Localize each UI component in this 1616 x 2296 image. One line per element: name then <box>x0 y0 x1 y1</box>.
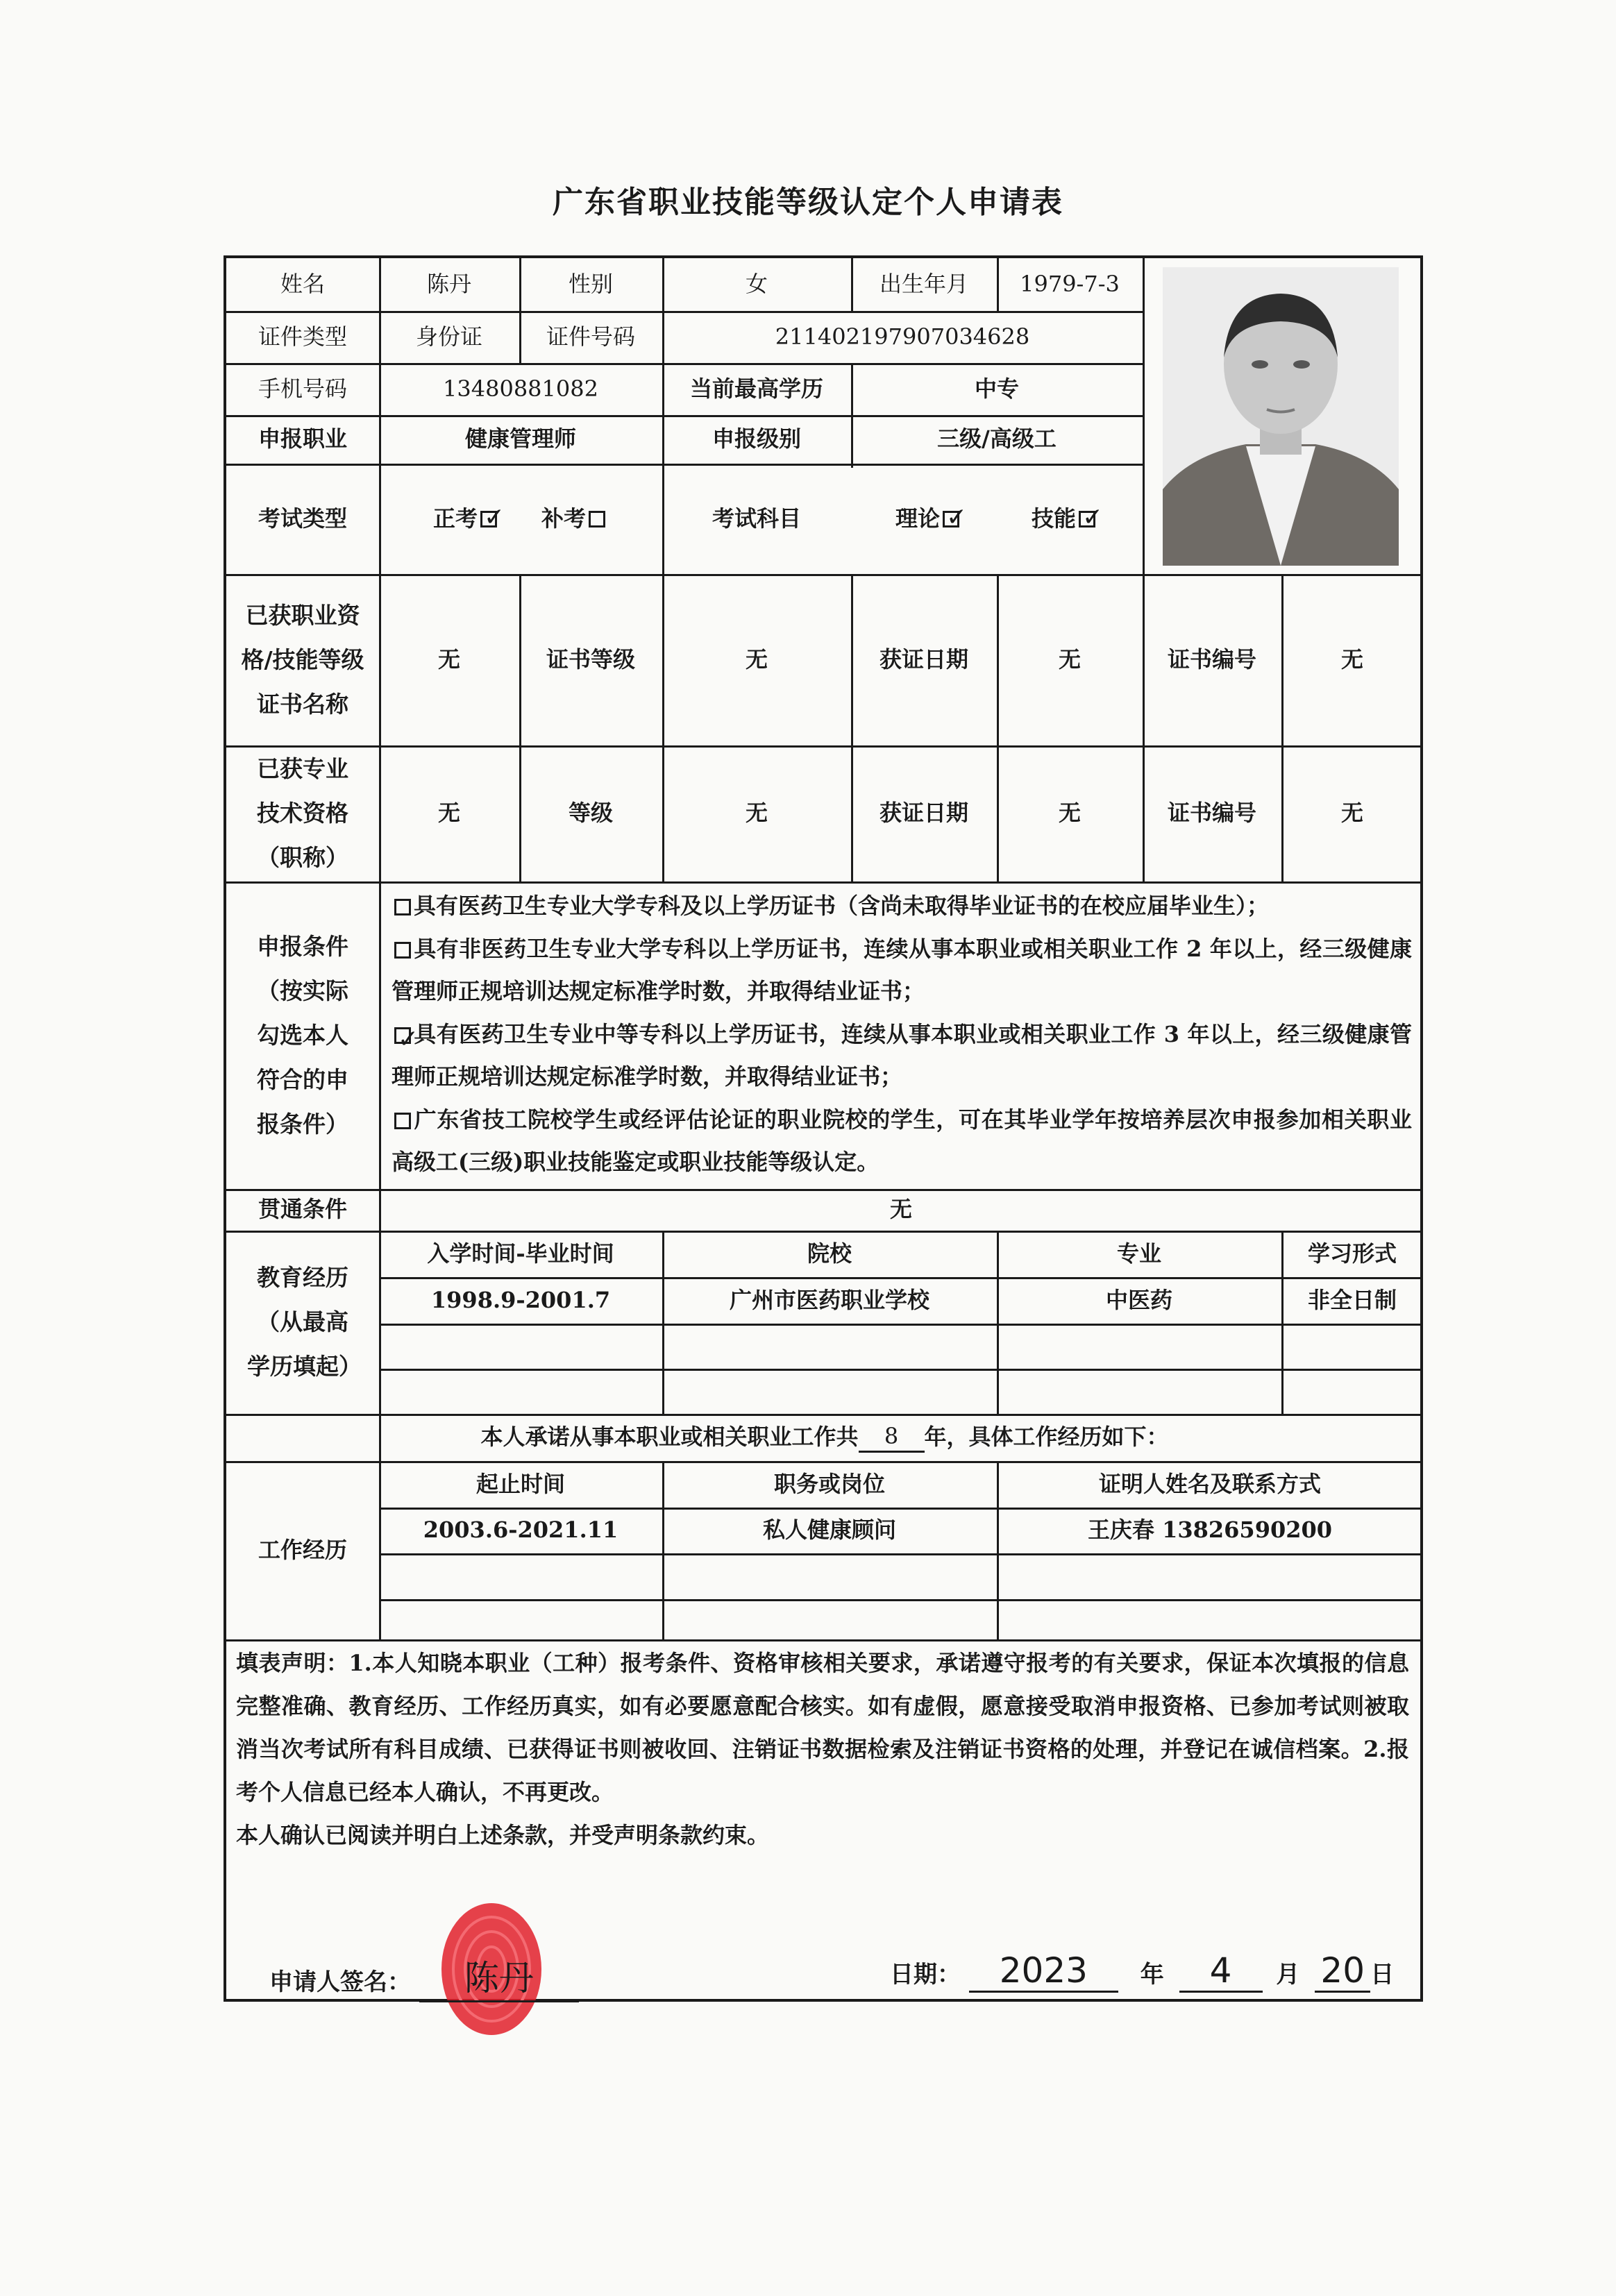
condition-3-checkbox[interactable] <box>394 1027 411 1044</box>
portrait-image <box>1163 267 1399 566</box>
occupation-value: 健康管理师 <box>464 425 576 453</box>
name-label: 姓名 <box>280 271 325 298</box>
prior-title-value: 无 <box>437 800 460 827</box>
cert-no-value: 无 <box>1340 645 1363 673</box>
theory-label: 理论 <box>895 505 940 532</box>
education-label: 教育经历（从最高学历填起） <box>247 1264 362 1380</box>
cert-grade-value: 无 <box>745 645 768 673</box>
prior-cert-value: 无 <box>437 645 460 673</box>
cert-no-label: 证书编号 <box>1167 645 1256 673</box>
condition-item: 具有非医药卫生专业大学专科以上学历证书，连续从事本职业或相关职业工作 2 年以上，经三级健康管理师正规培训达规定标准学时数，并取得结业证书； <box>392 935 1412 1004</box>
edu-mode: 非全日制 <box>1307 1286 1397 1313</box>
phone-label: 手机号码 <box>258 375 347 402</box>
prior-cert-label: 已获职业资格/技能等级证书名称 <box>241 601 364 718</box>
id-type-label: 证件类型 <box>258 323 347 350</box>
date-label: 日期： <box>890 1961 961 1989</box>
condition-item: ✓具有医药卫生专业中等专科以上学历证书，连续从事本职业或相关职业工作 3 年以上，经三级健康管理师正规培训达规定标准学时数，并取得结业证书； <box>392 1013 1412 1099</box>
date-field: 日期： 2023 年 4 月 20 日 <box>890 1950 1394 1993</box>
work-label: 工作经历 <box>258 1536 347 1563</box>
cert-date-value: 无 <box>1058 645 1081 673</box>
title-grade-value: 无 <box>745 800 768 827</box>
regular-exam-label: 正考 <box>432 505 478 532</box>
makeup-exam-label: 补考 <box>541 505 587 532</box>
exam-subject-label: 考试科目 <box>712 505 801 532</box>
edu-header-mode: 学习形式 <box>1307 1240 1397 1267</box>
signature-field <box>269 1950 579 2002</box>
regular-exam-checkbox[interactable] <box>480 511 497 527</box>
work-header-reference: 证明人姓名及联系方式 <box>1098 1470 1321 1497</box>
declaration-confirm: 本人确认已阅读并明白上述条款，并受声明条款约束。 <box>236 1822 770 1848</box>
through-value: 无 <box>889 1196 912 1223</box>
form-title: 广东省职业技能等级认定个人申请表 <box>553 185 1063 220</box>
work-position: 私人健康顾问 <box>762 1517 896 1544</box>
signature-label: 申请人签名： <box>269 1968 411 1996</box>
title-grade-label: 等级 <box>568 800 613 827</box>
birth-value: 1979-7-3 <box>1020 271 1120 298</box>
edu-level-value: 中专 <box>974 375 1019 402</box>
applicant-photo <box>1163 267 1399 566</box>
phone-value: 13480881082 <box>443 375 598 402</box>
through-label: 贯通条件 <box>258 1196 347 1223</box>
work-years: 8 <box>859 1422 925 1453</box>
title-no-label: 证书编号 <box>1167 800 1256 827</box>
occupation-label: 申报职业 <box>258 425 347 453</box>
prior-title-label: 已获专业技术资格（职称） <box>257 755 348 871</box>
gender-value: 女 <box>745 271 768 298</box>
edu-level-label: 当前最高学历 <box>689 375 823 402</box>
level-value: 三级/高级工 <box>937 425 1057 453</box>
level-label: 申报级别 <box>712 425 801 453</box>
signature-name[interactable]: 陈丹 <box>419 1950 579 2002</box>
work-header-period: 起止时间 <box>475 1470 565 1497</box>
id-type-value: 身份证 <box>415 323 482 350</box>
birth-label: 出生年月 <box>879 271 968 298</box>
cert-date-label: 获证日期 <box>879 645 968 673</box>
cert-grade-label: 证书等级 <box>546 645 635 673</box>
skill-checkbox[interactable] <box>1079 511 1095 527</box>
edu-header-major: 专业 <box>1116 1240 1161 1267</box>
date-month[interactable]: 4 <box>1179 1950 1263 1993</box>
edu-period: 1998.9-2001.7 <box>430 1286 611 1313</box>
condition-item: 具有医药卫生专业大学专科及以上学历证书（含尚未取得毕业证书的在校应届毕业生）； <box>392 885 1412 928</box>
condition-1-checkbox[interactable] <box>394 899 411 915</box>
id-no-label: 证件号码 <box>546 323 635 350</box>
date-year[interactable]: 2023 <box>969 1950 1118 1993</box>
theory-checkbox[interactable] <box>943 511 959 527</box>
makeup-exam-checkbox[interactable] <box>589 511 605 527</box>
exam-subject-options <box>851 464 1143 574</box>
condition-2-checkbox[interactable] <box>394 942 411 959</box>
id-no-value: 211402197907034628 <box>775 323 1030 350</box>
work-summary: 本人承诺从事本职业或相关职业工作共 8 年，具体工作经历如下： <box>226 1414 1423 1461</box>
title-date-label: 获证日期 <box>879 800 968 827</box>
condition-item: 广东省技工院校学生或经评估论证的职业院校的学生，可在其毕业学年按培养层次申报参加相关职业高级工(三级)职业技能鉴定或职业技能等级认定。 <box>392 1106 1412 1175</box>
conditions-label: 申报条件（按实际勾选本人符合的申报条件） <box>257 932 348 1138</box>
edu-header-school: 院校 <box>807 1240 852 1267</box>
title-no-value: 无 <box>1340 800 1363 827</box>
work-header-position: 职务或岗位 <box>773 1470 885 1497</box>
declaration-text: 填表声明：1.本人知晓本职业（工种）报考条件、资格审核相关要求，承诺遵守报考的有关要求，保证本次填报的信息完整准确、教育经历、工作经历真实，如有必要愿意配合核实。如有虚假，愿意接受取消申报资格、已参加考试则被取消当次考试所有科目成绩、已获得证书则被收回、注销证书数据检索及注销证书资格的处理，并登记在诚信档案。2.报考个人信息已经本人确认，不再更改。 <box>236 1650 1409 1805</box>
name-value: 陈丹 <box>426 271 471 298</box>
conditions-list <box>392 885 1412 1184</box>
skill-label: 技能 <box>1032 505 1077 532</box>
edu-school: 广州市医药职业学校 <box>729 1286 929 1313</box>
declaration <box>236 1641 1409 1857</box>
work-period: 2003.6-2021.11 <box>423 1517 618 1544</box>
condition-4-checkbox[interactable] <box>394 1113 411 1129</box>
edu-header-period: 入学时间-毕业时间 <box>427 1240 614 1267</box>
work-reference: 王庆春 13826590200 <box>1087 1517 1333 1544</box>
exam-type-options <box>379 464 662 574</box>
edu-major: 中医药 <box>1105 1286 1172 1313</box>
date-day[interactable]: 20 <box>1315 1950 1370 1993</box>
gender-label: 性别 <box>568 271 613 298</box>
exam-type-label: 考试类型 <box>258 505 347 532</box>
title-date-value: 无 <box>1058 800 1081 827</box>
